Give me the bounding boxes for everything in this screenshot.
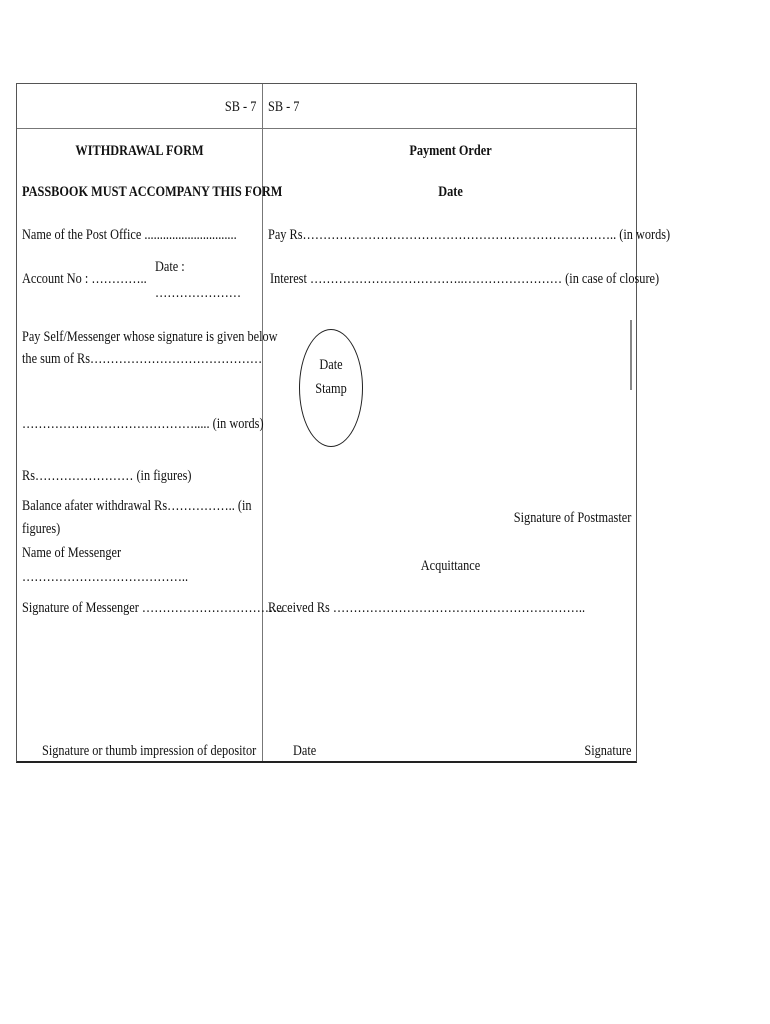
messenger-name-field: ………………………………….. bbox=[22, 569, 189, 585]
received-rs-field: Received Rs …………………………………………………….. bbox=[268, 600, 586, 616]
left-form-code: SB - 7 bbox=[224, 99, 256, 115]
payment-order-title: Payment Order bbox=[409, 143, 492, 159]
withdrawal-form-title: WITHDRAWAL FORM bbox=[75, 143, 204, 159]
edge-mark bbox=[630, 320, 632, 390]
stamp-text-date: Date bbox=[319, 357, 343, 373]
acquittance-heading: Acquittance bbox=[420, 558, 481, 574]
sb7-form bbox=[16, 83, 671, 763]
pay-amount-field: the sum of Rs…………………………………… bbox=[22, 351, 263, 367]
right-form-code: SB - 7 bbox=[268, 99, 300, 115]
balance-field-line1: Balance afater withdrawal Rs…………….. (in bbox=[22, 498, 252, 514]
payment-order-date: Date bbox=[438, 184, 463, 200]
postmaster-signature-label: Signature of Postmaster bbox=[513, 510, 631, 526]
stamp-text-stamp: Stamp bbox=[315, 381, 347, 397]
pay-rs-field: Pay Rs………………………………………………………………….. (in words) bbox=[268, 227, 671, 243]
interest-field: Interest ………………………………..…………………… (in case of closure) bbox=[270, 271, 660, 287]
date-stamp bbox=[299, 329, 363, 447]
date-field: ………………… bbox=[155, 285, 242, 301]
pay-instruction-line1: Pay Self/Messenger whose signature is given below bbox=[22, 329, 278, 345]
date-label: Date : bbox=[155, 259, 185, 275]
footer-signature-label: Signature bbox=[583, 743, 631, 759]
header-divider bbox=[17, 128, 636, 129]
messenger-signature-field: Signature of Messenger …………………………….. bbox=[22, 600, 284, 616]
balance-field-line2: figures) bbox=[22, 521, 61, 537]
post-office-field: Name of the Post Office .............................. bbox=[22, 227, 237, 243]
messenger-name-label: Name of Messenger bbox=[22, 545, 122, 561]
amount-in-words-field: ……………………………………..... (in words) bbox=[22, 416, 264, 432]
amount-in-figures-field: Rs…………………… (in figures) bbox=[22, 468, 192, 484]
depositor-signature-label: Signature or thumb impression of depositor bbox=[41, 743, 256, 759]
passbook-notice: PASSBOOK MUST ACCOMPANY THIS FORM bbox=[22, 184, 283, 200]
footer-date-label: Date bbox=[293, 743, 317, 759]
account-no-field: Account No : ………….. bbox=[22, 271, 147, 287]
